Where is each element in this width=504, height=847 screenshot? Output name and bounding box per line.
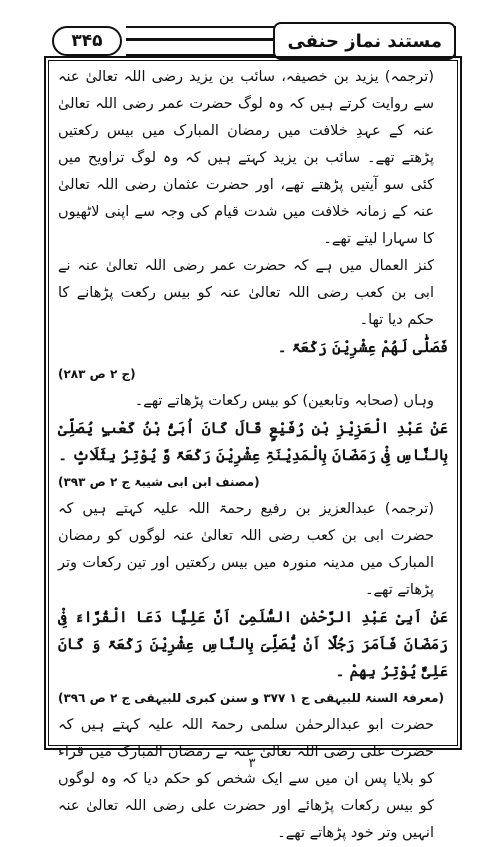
translation-paragraph-4: حضرت ابو عبدالرحمٰن سلمی رحمۃ اللہ علیہ کہتے ہیں کہ حضرت علی رضی اللہ تعالیٰ عنہ نے رمضان المبارک میں قراء کو بلایا پس ان میں سے ایک شخص کو حکم دیا کہ وہ لوگوں کو بیس رکعات پڑھائے اور حضرت علی رضی اللہ تعالیٰ عنہ انہیں وتر خود پڑھاتے تھے۔ (58, 717, 434, 841)
kanz-ul-ummal-paragraph: کنز العمال میں ہے کہ حضرت عمر رضی اللہ تعالیٰ عنہ نے ابی بن کعب رضی اللہ تعالیٰ عنہ کو بیس رکعت پڑھانے کا حکم دیا تھا۔ (58, 258, 434, 328)
page-body (58, 64, 448, 841)
arabic-quote-1: فَصَلّٰی لَھُمْ عِشْرِیْنَ رَکْعَۃً ۔ (277, 338, 448, 356)
translation-paragraph-2: وہاں (صحابہ وتابعین) کو بیس رکعات پڑھاتے تھے۔ (134, 393, 434, 409)
running-title: مستند نماز حنفی (273, 22, 456, 60)
page-number: ۳۴۵ (52, 26, 122, 56)
arabic-quote-2: عَنْ عَبْدِ الْعَزِیْزِ بْنِ رُفَیْعٍ قَالَ کَانَ اُبَیُّ بْنُ کَعْبٍ یُصَلِّیْ بِالنَّاسِ فِیْ رَمَضَانَ بِالْمَدِیْنَۃِ عِشْرِیْنَ رَکْعَۃً وَّ یُوْتِرُ بِثَلَاثٍ ۔ (58, 419, 448, 464)
reference-3: (معرفۃ السنۃ للبیہقی ج ١ ٣٧٧ و سنن کبری للبیہقی ج ٢ ص ٣٩٦) (58, 691, 444, 705)
translation-paragraph-1: (ترجمہ) یزید بن خصیفہ، سائب بن یزید رضی اللہ تعالیٰ عنہ سے روایت کرتے ہیں کہ وہ لوگ حضرت عمر رضی اللہ تعالیٰ عنہ کے عہدِ خلافت میں رمضان المبارک میں بیس رکعتیں پڑھتے تھے۔ سائب بن یزید کہتے ہیں کہ وہ لوگ تراویح میں کئی سو آیتیں پڑھتے تھے، اور حضرت عثمان رضی اللہ تعالیٰ عنہ کے زمانہ خلافت میں شدت قیام کی وجہ سے اپنی لاٹھیوں کا سہارا لیتے تھے۔ (58, 69, 434, 247)
folio-number: ۳ (248, 756, 256, 771)
reference-2: (مصنف ابن ابی شیبۃ ج ٢ ص ٣٩٣) (58, 475, 260, 489)
reference-1: (ج ٢ ص ٢٨٣) (58, 367, 136, 381)
arabic-quote-3: عَنْ اَبِیْ عَبْدِ الرَّحْمٰنِ السُّلَمِیْ اَنَّ عَلِیًّا دَعَا الْقُرَّاءَ فِیْ رَمَضَانَ فَاَمَرَ رَجُلًا اَنْ یُّصَلِّیَ بِالنَّاسِ عِشْرِیْنَ رَکْعَۃً وَ کَانَ عَلِیٌّ یُوْتِرُ بِھِمْ ۔ (58, 608, 448, 680)
translation-paragraph-3: (ترجمہ) عبدالعزیز بن رفیع رحمۃ اللہ علیہ کہتے ہیں کہ حضرت ابی بن کعب رضی اللہ تعالیٰ عنہ لوگوں کو رمضان المبارک میں مدینہ منورہ میں بیس رکعتیں اور تین رکعات وتر پڑھاتے تھے۔ (58, 501, 434, 598)
